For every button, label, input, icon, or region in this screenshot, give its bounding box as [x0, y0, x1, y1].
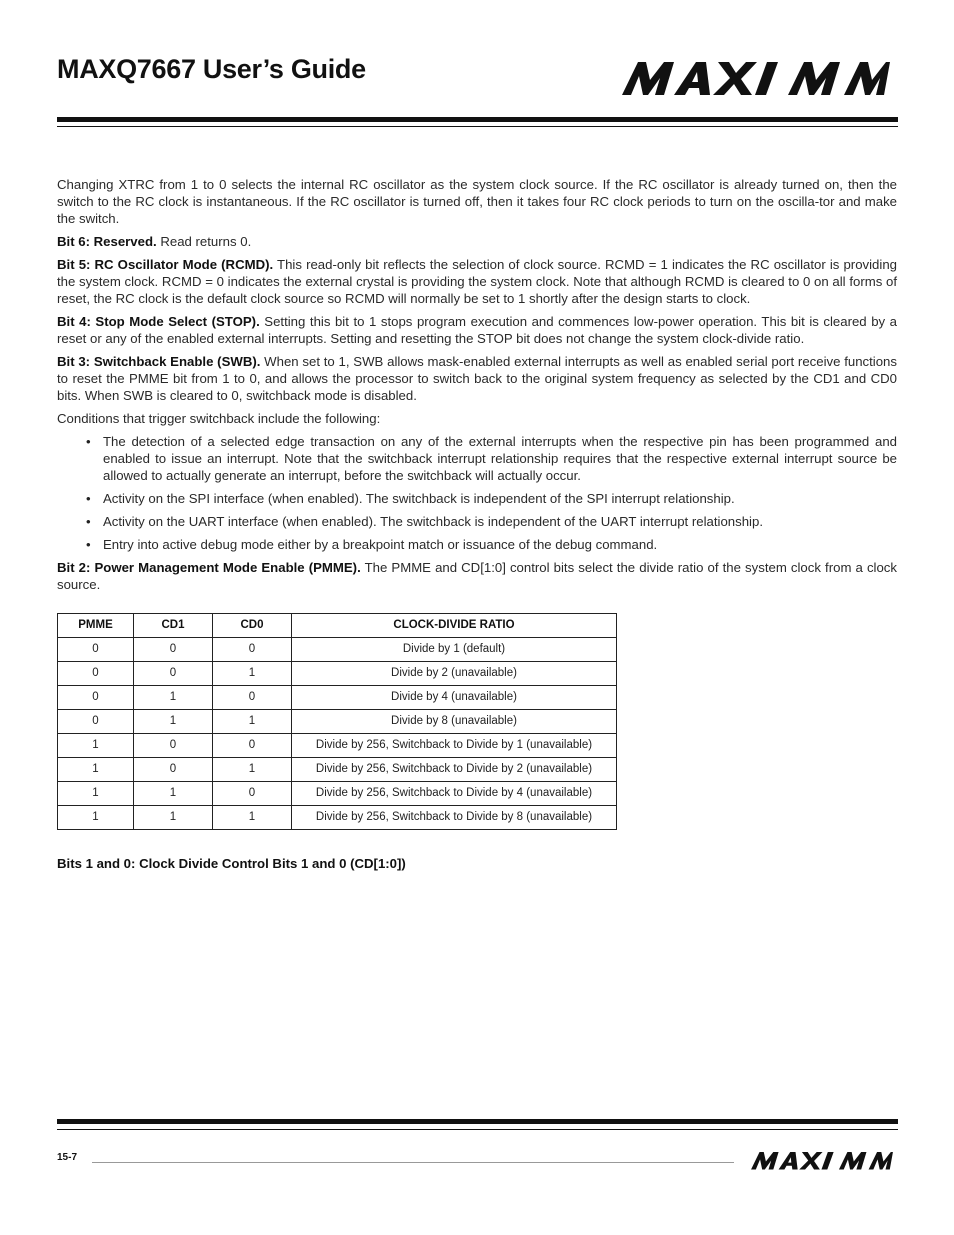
bit3-text: When set to 1, SWB allows mask-enabled external interrupts as well as enabled serial port receive functions to reset the PMME bit from 1 to 0, and allows the processor to switch back to the original system frequency as selected by the CD1 and CD0 bits. When SWB is cleared to 0, switchback mode is disabled. [57, 354, 897, 403]
bit6-label: Bit 6: Reserved. [57, 234, 157, 249]
cell-ratio: Divide by 2 (unavailable) [292, 662, 617, 686]
bit5-paragraph [57, 256, 897, 307]
bit4-paragraph [57, 313, 897, 347]
header-cd1: CD1 [134, 614, 213, 638]
cell-cd0: 1 [213, 710, 292, 734]
cell-pmme: 0 [58, 638, 134, 662]
table-row [58, 662, 617, 686]
cell-cd0: 1 [213, 806, 292, 830]
bits-1-0-heading: Bits 1 and 0: Clock Divide Control Bits 1 and 0 (CD[1:0]) [57, 856, 406, 871]
list-item: • Activity on the UART interface (when enabled). The switchback is independent of the UART interrupt relationship. [103, 513, 897, 530]
cell-cd1: 1 [134, 806, 213, 830]
cell-ratio: Divide by 4 (unavailable) [292, 686, 617, 710]
cell-pmme: 1 [58, 806, 134, 830]
table-row [58, 806, 617, 830]
document-title: MAXQ7667 User’s Guide [57, 54, 366, 84]
bit5-text: This read-only bit reflects the selection of clock source. RCMD = 1 indicates the RC oscillator is providing the system clock. RCMD = 0 indicates the external crystal is providing the system clock. Note that although RCMD is cleared to 0 on all forms of reset, the RC clock is the default clock source so RCMD will normally be set to 1 shortly after the design starts to clock. [57, 257, 897, 306]
cell-ratio: Divide by 1 (default) [292, 638, 617, 662]
cell-cd1: 1 [134, 782, 213, 806]
cell-ratio: Divide by 256, Switchback to Divide by 1 (unavailable) [292, 734, 617, 758]
bit5-label: Bit 5: RC Oscillator Mode (RCMD). [57, 257, 274, 272]
table-header-row [58, 614, 617, 638]
cell-ratio: Divide by 256, Switchback to Divide by 8 (unavailable) [292, 806, 617, 830]
footer-rule-thick [57, 1119, 898, 1124]
cell-cd1: 0 [134, 662, 213, 686]
table-row [58, 782, 617, 806]
bit2-text: The PMME and CD[1:0] control bits select the divide ratio of the system clock from a clock source. [57, 560, 897, 592]
cell-pmme: 1 [58, 758, 134, 782]
bit4-label: Bit 4: Stop Mode Select (STOP). [57, 314, 260, 329]
list-item: • The detection of a selected edge transaction on any of the external interrupts when the respective pin has been programmed and enabled to issue an interrupt. Note that the switchback interrupt relationship requires that the respective external interrupt source be allowed to actually generate an interrupt, before the switchback will actually occur. [103, 433, 897, 484]
list-item: • Activity on the SPI interface (when enabled). The switchback is independent of the SPI interrupt relationship. [103, 490, 897, 507]
intro-paragraph: Changing XTRC from 1 to 0 selects the internal RC oscillator as the system clock source. If the RC oscillator is already turned on, then the switch to the RC clock is instantaneous. If the RC oscillator is turned off, then it takes four RC clock periods to turn on the oscilla-tor and make the switch. [57, 177, 897, 226]
bit3-paragraph [57, 353, 897, 404]
table-row [58, 734, 617, 758]
bit4-text: Setting this bit to 1 stops program execution and commences low-power operation. This bit is cleared by a reset or any of the enabled external interrupts. Setting and resetting the STOP bit does not change the system clock-divide ratio. [57, 314, 897, 346]
table-row [58, 710, 617, 734]
cell-cd1: 0 [134, 638, 213, 662]
cell-ratio: Divide by 256, Switchback to Divide by 4 (unavailable) [292, 782, 617, 806]
clock-divide-table [57, 613, 617, 830]
bit2-paragraph [57, 559, 897, 593]
table-row [58, 758, 617, 782]
header-pmme: PMME [58, 614, 134, 638]
table-row [58, 686, 617, 710]
page-body [57, 176, 897, 872]
table-row [58, 638, 617, 662]
header-cd0: CD0 [213, 614, 292, 638]
footer-rule-thin [57, 1129, 898, 1130]
conditions-intro: Conditions that trigger switchback include the following: [57, 411, 381, 426]
cell-ratio: Divide by 8 (unavailable) [292, 710, 617, 734]
maxim-logo [622, 62, 890, 96]
bit6-text: Read returns 0. [156, 234, 252, 249]
cell-cd1: 0 [134, 734, 213, 758]
cell-cd0: 1 [213, 662, 292, 686]
cell-ratio: Divide by 256, Switchback to Divide by 2 (unavailable) [292, 758, 617, 782]
cell-pmme: 0 [58, 662, 134, 686]
maxim-logo-footer [750, 1152, 894, 1170]
bit6-paragraph [57, 233, 897, 250]
bit2-label: Bit 2: Power Management Mode Enable (PMME). [57, 560, 361, 575]
cell-cd0: 0 [213, 734, 292, 758]
cell-pmme: 0 [58, 710, 134, 734]
header-clock-divide-ratio: CLOCK-DIVIDE RATIO [292, 614, 617, 638]
cell-cd1: 0 [134, 758, 213, 782]
cell-pmme: 1 [58, 782, 134, 806]
cell-cd1: 1 [134, 710, 213, 734]
cell-cd0: 1 [213, 758, 292, 782]
header-rule-thick [57, 117, 898, 122]
footer-divider [92, 1162, 734, 1163]
cell-pmme: 0 [58, 686, 134, 710]
cell-cd0: 0 [213, 638, 292, 662]
list-item: • Entry into active debug mode either by a breakpoint match or issuance of the debug command. [103, 536, 897, 553]
bit3-label: Bit 3: Switchback Enable (SWB). [57, 354, 261, 369]
page-number: 15-7 [57, 1152, 78, 1163]
cell-pmme: 1 [58, 734, 134, 758]
cell-cd1: 1 [134, 686, 213, 710]
cell-cd0: 0 [213, 686, 292, 710]
cell-cd0: 0 [213, 782, 292, 806]
switchback-conditions-list [57, 433, 897, 553]
header-rule-thin [57, 126, 898, 127]
